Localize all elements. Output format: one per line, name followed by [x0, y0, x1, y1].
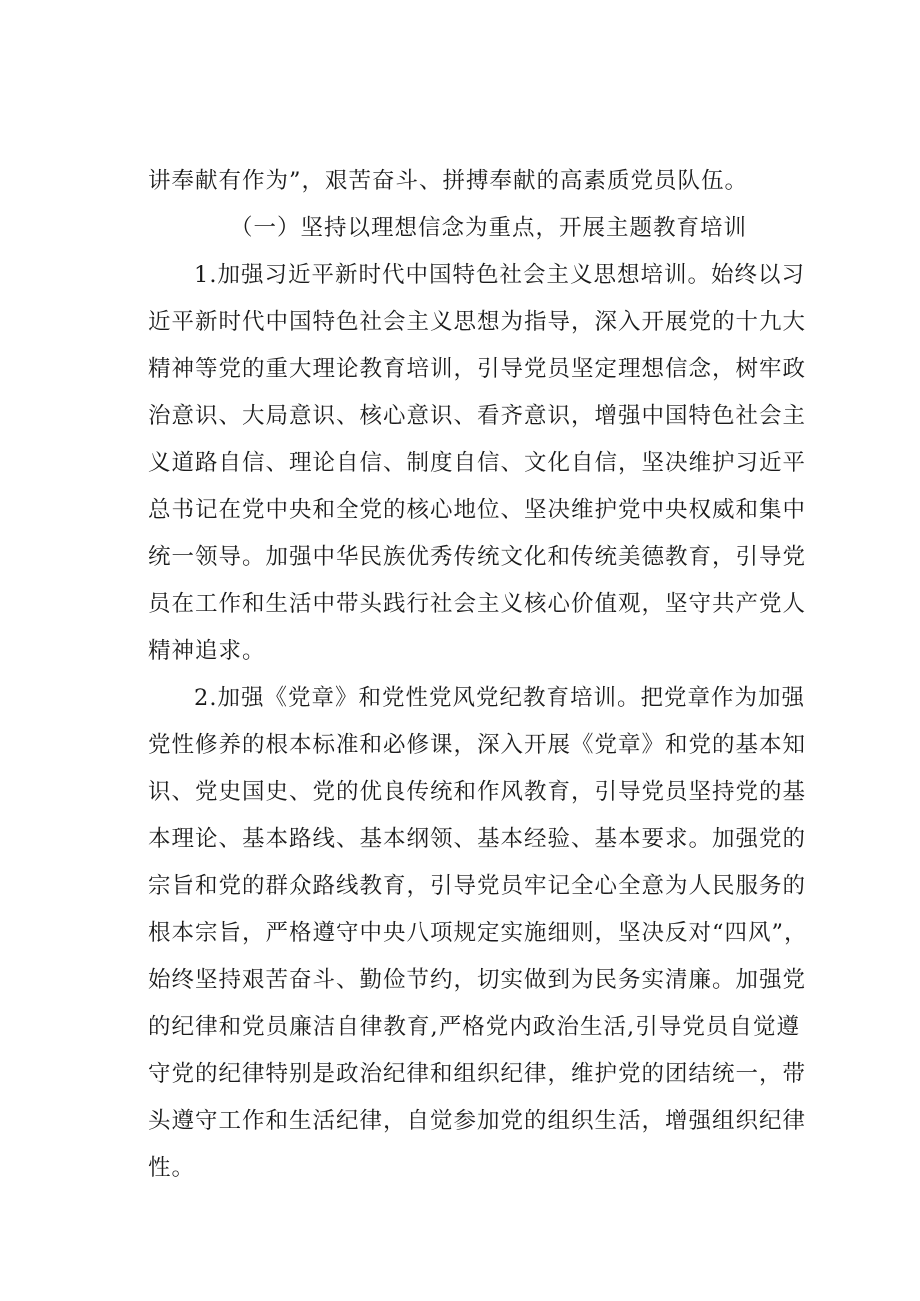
- paragraph-2-line: 头遵守工作和生活纪律，自觉参加党的组织生活，增强组织纪律: [148, 1108, 807, 1134]
- paragraph-2-line: 党性修养的根本标准和必修课，深入开展《党章》和党的基本知: [148, 732, 807, 758]
- paragraph-2-line: 根本宗旨，严格遵守中央八项规定实施细则，坚决反对“四风”，: [148, 920, 808, 946]
- section-heading: （一）坚持以理想信念为重点，开展主题教育培训: [230, 215, 748, 241]
- paragraph-2-line: 2.加强《党章》和党性党风党纪教育培训。把党章作为加强: [194, 685, 805, 711]
- paragraph-1-line: 近平新时代中国特色社会主义思想为指导，深入开展党的十九大: [148, 309, 807, 335]
- paragraph-1-line: 治意识、大局意识、核心意识、看齐意识，增强中国特色社会主: [148, 403, 807, 429]
- paragraph-2-line: 守党的纪律特别是政治纪律和组织纪律，维护党的团结统一，带: [148, 1061, 807, 1087]
- paragraph-1-line: 1.加强习近平新时代中国特色社会主义思想培训。始终以习: [194, 262, 805, 288]
- paragraph-1-line: 精神等党的重大理论教育培训，引导党员坚定理想信念，树牢政: [148, 356, 807, 382]
- paragraph-2-line: 性。: [148, 1155, 196, 1181]
- paragraph-2-line: 始终坚持艰苦奋斗、勤俭节约，切实做到为民务实清廉。加强党: [148, 967, 807, 993]
- paragraph-1-line: 统一领导。加强中华民族优秀传统文化和传统美德教育，引导党: [148, 544, 807, 570]
- paragraph-2-line: 的纪律和党员廉洁自律教育,严格党内政治生活,引导党员自觉遵: [148, 1014, 800, 1040]
- paragraph-continuation-line: 讲奉献有作为”，艰苦奋斗、拼搏奉献的高素质党员队伍。: [148, 168, 749, 194]
- paragraph-1-line: 精神追求。: [148, 638, 266, 664]
- paragraph-2-line: 识、党史国史、党的优良传统和作风教育，引导党员坚持党的基: [148, 779, 807, 805]
- document-body: [148, 158, 808, 1192]
- paragraph-2-line: 宗旨和党的群众路线教育，引导党员牢记全心全意为人民服务的: [148, 873, 807, 899]
- paragraph-1-line: 义道路自信、理论自信、制度自信、文化自信，坚决维护习近平: [148, 450, 807, 476]
- paragraph-1-line: 员在工作和生活中带头践行社会主义核心价值观，坚守共产党人: [148, 591, 807, 617]
- paragraph-2-line: 本理论、基本路线、基本纲领、基本经验、基本要求。加强党的: [148, 826, 807, 852]
- paragraph-1-line: 总书记在党中央和全党的核心地位、坚决维护党中央权威和集中: [148, 497, 807, 523]
